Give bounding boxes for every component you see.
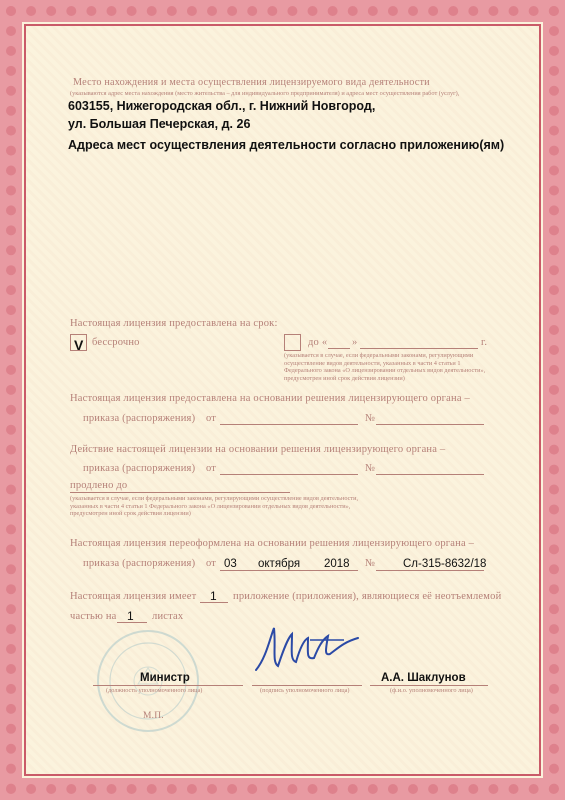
extension-number-label: № [365,463,376,474]
signature-line [252,685,362,686]
extension-basis: Действие настоящей лицензии на основании решения лицензирующего органа – [70,444,446,455]
term-note: (указывается в случае, если федеральными законами, регулирующими осуществление видов деятельности, указанных в части 4 статьи 1 Федерального закона «О лицензировании отдельных видов деятельности», предусмотрен иной срок действия лицензии) [284,352,486,382]
stamp-place: М.П. [143,711,164,721]
extension-number-line [376,474,484,475]
appendix-post: приложение (приложения), являющиеся её неотъемлемой [233,591,502,602]
term-label: Настоящая лицензия предоставлена на срок: [70,318,278,329]
until-month-line [360,348,478,349]
location-note: (указываются адрес места нахождения (место жительства – для индивидуального предпринимателя) и адреса мест осуществления работ (услуг), [70,90,460,97]
signer-name: А.А. Шаклунов [381,672,466,684]
extended-label: продлено до [70,480,128,491]
location-heading: Место нахождения и места осуществления лицензируемого вида деятельности [73,77,430,88]
position-title: Министр [140,672,190,684]
until-prefix: до « [308,337,328,348]
granted-basis: Настоящая лицензия предоставлена на основании решения лицензирующего органа – [70,393,470,404]
reissue-basis: Настоящая лицензия переоформлена на основании решения лицензирующего органа – [70,538,475,549]
term-date-checkbox [284,334,301,351]
position-caption: (должность уполномоченного лица) [106,687,203,694]
reissue-number-line [376,570,484,571]
appendix-pre: Настоящая лицензия имеет [70,591,197,602]
part-pre: частью на [70,611,117,622]
reissue-order-label: приказа (распоряжения) [83,558,196,569]
reissue-year: 2018 [324,558,350,570]
reissue-from-label: от [206,558,217,569]
address-line-2: ул. Большая Печерская, д. 26 [68,117,251,131]
until-day-line [328,348,350,349]
until-mid: » [352,337,358,348]
activity-addresses: Адреса мест осуществления деятельности согласно приложению(ям) [68,138,505,152]
sheets-count: 1 [127,609,134,623]
reissue-date-line [220,570,358,571]
reissue-number-label: № [365,558,376,569]
granted-date-line [220,424,358,425]
granted-number-label: № [365,413,376,424]
extended-date-line [70,492,290,493]
reissue-month: октября [258,558,301,570]
signature-caption: (подпись уполномоченного лица) [260,687,350,694]
appendix-count: 1 [210,589,217,603]
position-line [93,685,243,686]
reissue-number: Сл-315-8632/18 [403,558,487,570]
check-mark: V [74,337,84,353]
unlimited-label: бессрочно [92,337,140,348]
extension-date-line [220,474,358,475]
handwritten-signature [248,618,368,678]
sheets-label: листах [152,611,184,622]
granted-from-label: от [206,413,217,424]
signer-caption: (ф.и.о. уполномоченного лица) [390,687,473,694]
granted-order-label: приказа (распоряжения) [83,413,196,424]
granted-number-line [376,424,484,425]
until-suffix: г. [481,337,488,348]
reissue-day: 03 [224,558,237,570]
extension-from-label: от [206,463,217,474]
signer-line [370,685,488,686]
extension-order-label: приказа (распоряжения) [83,463,196,474]
address-line-1: 603155, Нижегородская обл., г. Нижний Новгород, [68,99,376,113]
extension-note: (указывается в случае, если федеральными законами, регулирующими осуществление видов деятельности, указанных в части 4 статьи 1 Федерального закона «О лицензировании отдельных видов деятельности», предусмотрен иной срок действия лицензии) [70,495,359,517]
